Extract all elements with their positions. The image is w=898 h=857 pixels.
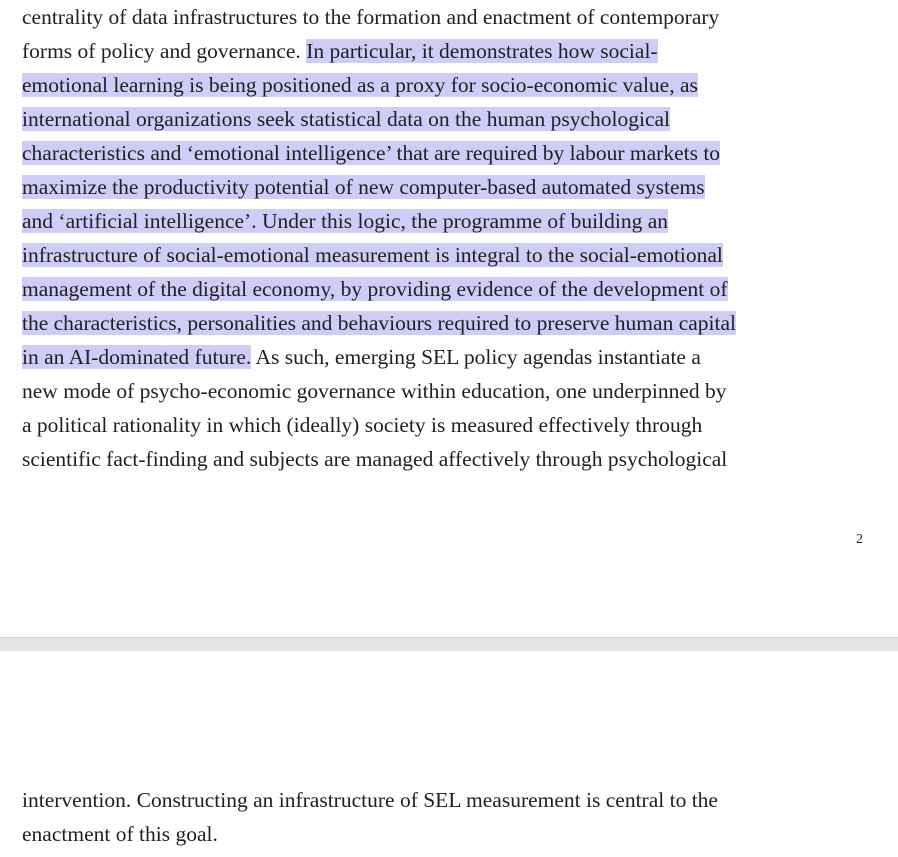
highlighted-text[interactable]: infrastructure of social-emotional measurement is integral to the social-emotional [22, 243, 723, 267]
text-line [22, 0, 882, 34]
text-line [22, 68, 882, 102]
text-line [22, 238, 882, 272]
page-number: 2 [856, 532, 863, 547]
body-paragraph[interactable] [22, 783, 882, 851]
text-line [22, 136, 882, 170]
text-line [22, 442, 882, 476]
highlighted-text[interactable]: in an AI-dominated future. [22, 345, 252, 369]
highlighted-text[interactable]: characteristics and ‘emotional intelligence’ that are required by labour markets to [22, 141, 721, 165]
highlighted-text[interactable]: the characteristics, personalities and behaviours required to preserve human capital [22, 311, 736, 335]
text-line [22, 272, 882, 306]
text-line [22, 170, 882, 204]
text-run: As such, emerging SEL policy agendas instantiate a [251, 345, 701, 369]
body-paragraph[interactable] [22, 0, 882, 476]
text-line [22, 340, 882, 374]
text-run: a political rationality in which (ideally) society is measured effectively through [22, 413, 703, 437]
highlighted-text[interactable]: In particular, it demonstrates how social- [306, 39, 658, 63]
text-line: intervention. Constructing an infrastructure of SEL measurement is central to the [22, 788, 718, 812]
highlighted-text[interactable]: maximize the productivity potential of new computer-based automated systems [22, 175, 705, 199]
text-line [22, 306, 882, 340]
text-run: centrality of data infrastructures to the formation and enactment of contemporary [22, 5, 720, 29]
text-line [22, 408, 882, 442]
text-line: enactment of this goal. [22, 822, 218, 846]
text-line [22, 102, 882, 136]
text-run: scientific fact-finding and subjects are managed affectively through psychological [22, 447, 728, 471]
text-line [22, 204, 882, 238]
page-separator [0, 637, 898, 651]
document-page-3 [0, 651, 898, 857]
highlighted-text[interactable]: international organizations seek statistical data on the human psychological [22, 107, 671, 131]
text-run: forms of policy and governance. [22, 39, 307, 63]
highlighted-text[interactable]: and ‘artificial intelligence’. Under this logic, the programme of building an [22, 209, 668, 233]
highlighted-text[interactable]: emotional learning is being positioned as a proxy for socio-economic value, as [22, 73, 698, 97]
text-line [22, 34, 882, 68]
text-run: new mode of psycho-economic governance within education, one underpinned by [22, 379, 727, 403]
text-line [22, 374, 882, 408]
highlighted-text[interactable]: management of the digital economy, by providing evidence of the development of [22, 277, 728, 301]
